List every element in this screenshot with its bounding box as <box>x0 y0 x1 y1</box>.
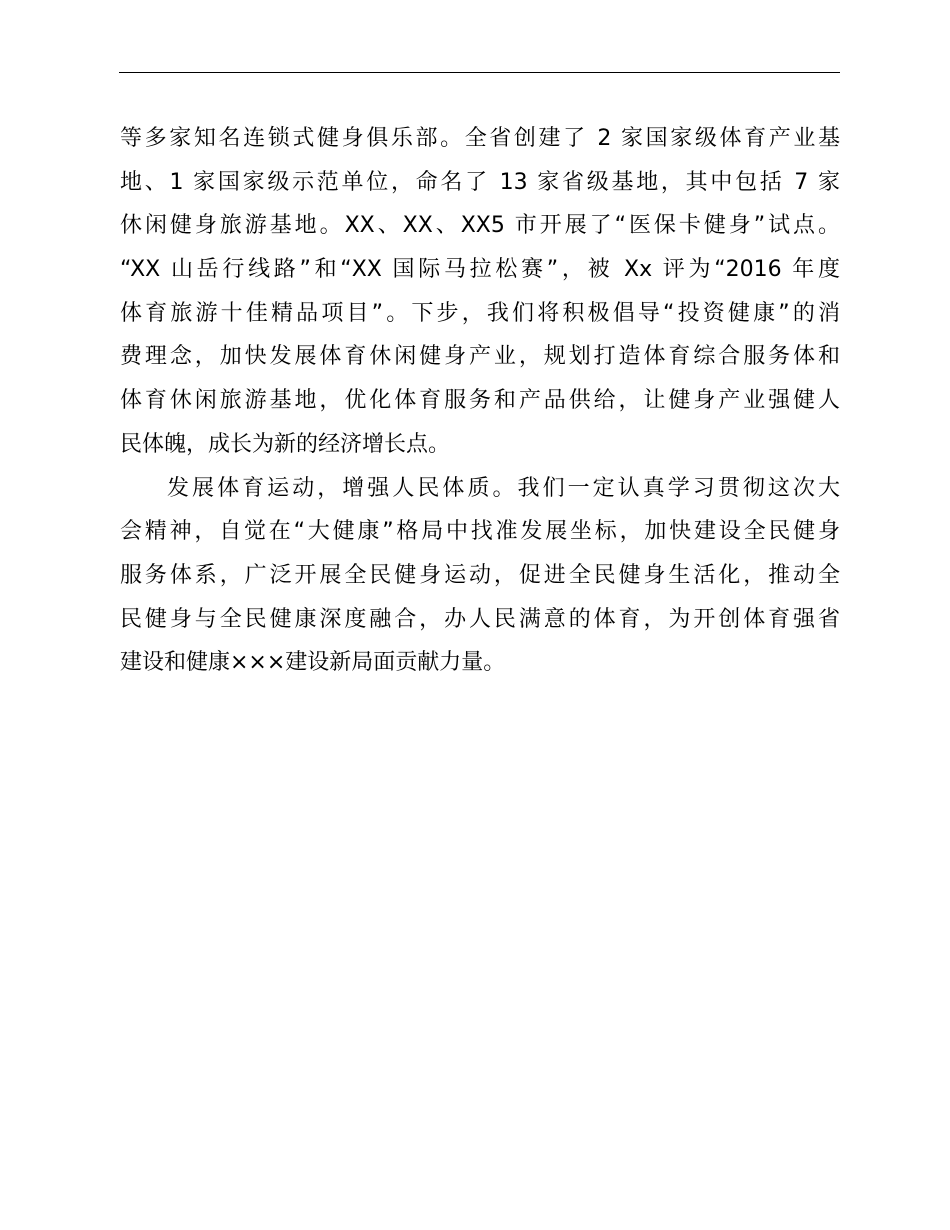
paragraph-line: 等多家知名连锁式健身俱乐部。全省创建了 2 家国家级体育产业基 <box>120 126 840 151</box>
header-rule <box>119 72 840 73</box>
paragraph <box>120 117 840 467</box>
paragraph <box>120 467 840 685</box>
paragraph-line: “XX 山岳行线路”和“XX 国际马拉松赛”，被 Xx 评为“2016 年度 <box>120 257 840 283</box>
paragraph-line: 服务体系，广泛开展全民健身运动，促进全民健身生活化，推动全 <box>120 562 840 588</box>
paragraph-line: 民体魄，成长为新的经济增长点。 <box>120 431 451 457</box>
paragraph-line: 体育旅游十佳精品项目”。下步，我们将积极倡导“投资健康”的消 <box>120 300 840 326</box>
paragraph-line: 地、1 家国家级示范单位，命名了 13 家省级基地，其中包括 7 家 <box>120 169 840 195</box>
paragraph-line: 会精神，自觉在“大健康”格局中找准发展坐标，加快建设全民健身 <box>120 519 840 545</box>
paragraph-line: 建设和健康×××建设新局面贡献力量。 <box>120 650 506 676</box>
paragraph-line: 费理念，加快发展体育休闲健身产业，规划打造体育综合服务体和 <box>120 344 840 370</box>
paragraph-line: 民健身与全民健康深度融合，办人民满意的体育，为开创体育强省 <box>120 606 840 632</box>
page-body <box>120 117 840 685</box>
paragraph-line: 休闲健身旅游基地。XX、XX、XX5 市开展了“医保卡健身”试点。 <box>120 213 840 239</box>
paragraph-line: 体育休闲旅游基地，优化体育服务和产品供给，让健身产业强健人 <box>120 388 840 414</box>
paragraph-line: 发展体育运动，增强人民体质。我们一定认真学习贯彻这次大 <box>167 475 840 501</box>
